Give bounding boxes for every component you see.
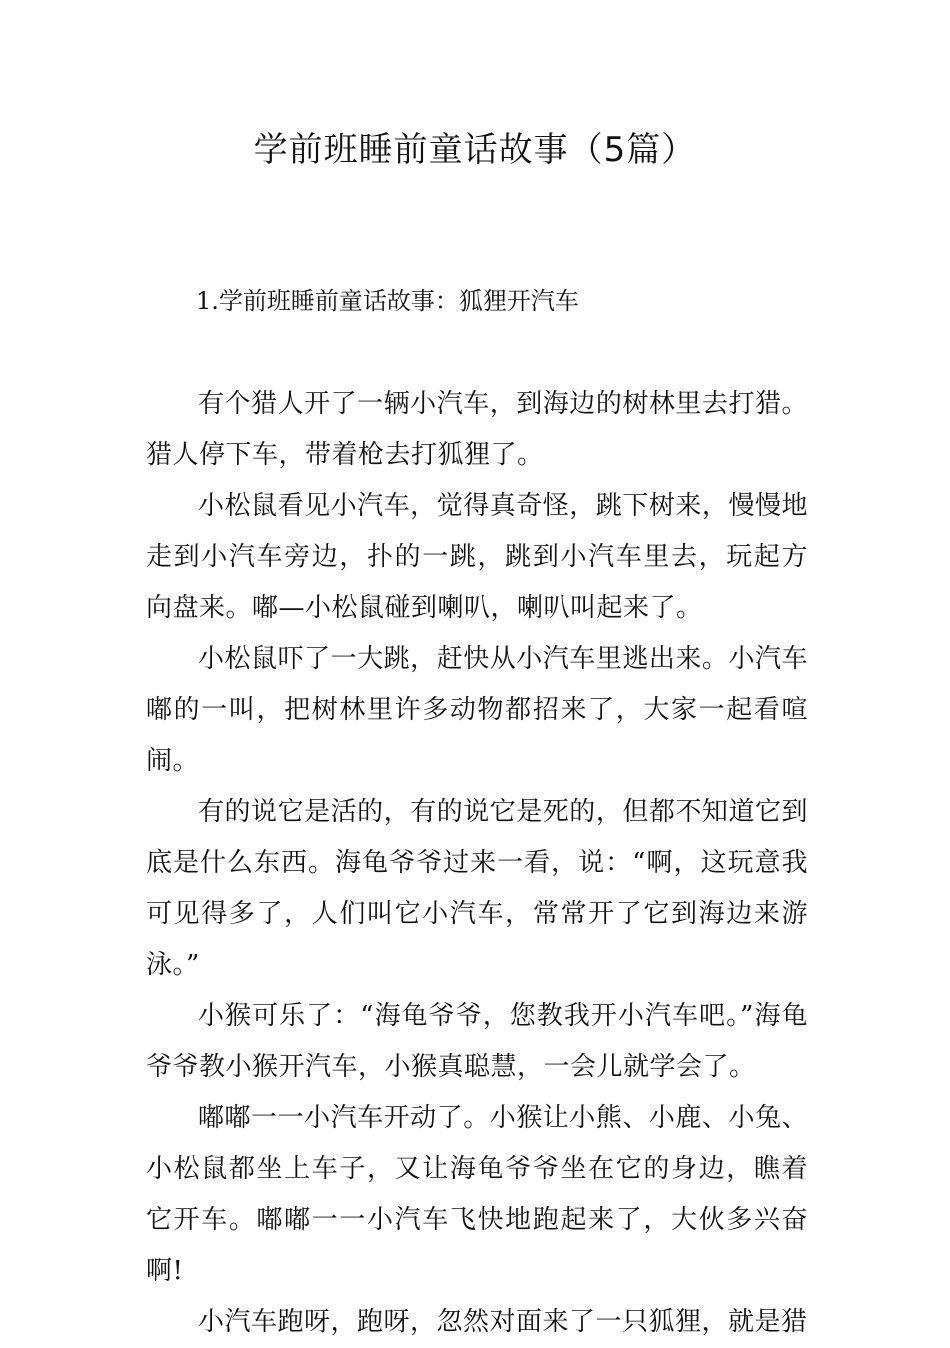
story-body xyxy=(146,379,808,1348)
story-paragraph: 嘟嘟一一小汽车开动了。小猴让小熊、小鹿、小兔、小松鼠都坐上车子，又让海龟爷爷坐在它的身边，瞧着它开车。嘟嘟一一小汽车飞快地跑起来了，大伙多兴奋啊! xyxy=(146,1103,808,1286)
story-paragraph: 小松鼠看见小汽车，觉得真奇怪，跳下树来，慢慢地走到小汽车旁边，扑的一跳，跳到小汽车里去，玩起方向盘来。嘟—小松鼠碰到喇叭，喇叭叫起来了。 xyxy=(146,491,808,623)
story-paragraph: 小猴可乐了：“海龟爷爷，您教我开小汽车吧。”海龟爷爷教小猴开汽车，小猴真聪慧，一会儿就学会了。 xyxy=(146,1001,808,1082)
story-paragraph: 有个猎人开了一辆小汽车，到海边的树林里去打猎。猎人停下车，带着枪去打狐狸了。 xyxy=(146,389,808,470)
section-heading: 1.学前班睡前童话故事：狐狸开汽车 xyxy=(196,287,579,315)
story-paragraph: 小汽车跑呀，跑呀，忽然对面来了一只狐狸，就是猎 xyxy=(198,1307,808,1337)
document-title: 学前班睡前童话故事（5篇） xyxy=(253,130,697,170)
story-paragraph: 有的说它是活的，有的说它是死的，但都不知道它到底是什么东西。海龟爷爷过来一看，说：“啊，这玩意我可见得多了，人们叫它小汽车，常常开了它到海边来游泳。” xyxy=(146,797,808,980)
story-paragraph: 小松鼠吓了一大跳，赶快从小汽车里逃出来。小汽车嘟的一叫，把树林里许多动物都招来了，大家一起看喧闹。 xyxy=(146,644,808,776)
